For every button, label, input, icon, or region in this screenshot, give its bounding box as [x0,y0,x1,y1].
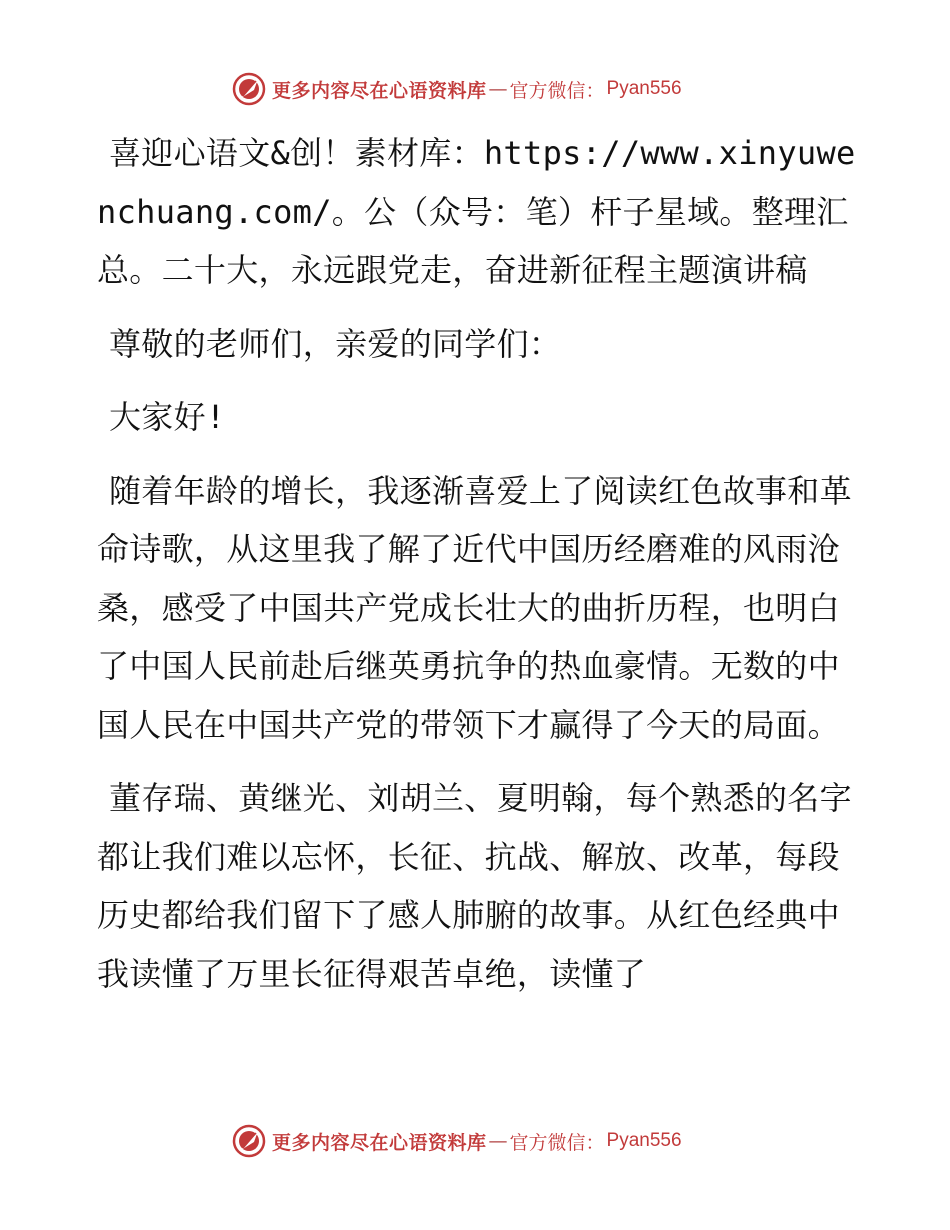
header-banner [232,70,682,108]
paragraph-salutation: 尊敬的老师们，亲爱的同学们： [109,324,562,363]
quill-logo-icon [232,72,266,106]
banner-wechat-label: 官方微信： [509,1131,605,1154]
banner-dash: — [488,78,508,100]
banner-text: 更多内容尽在心语资料库 [272,1131,487,1154]
footer-banner [232,1122,682,1160]
banner-wechat-id: Pyan556 [606,78,682,99]
banner-text: 更多内容尽在心语资料库 [272,79,487,102]
banner-dash: — [488,1130,508,1152]
paragraph-body-1: 随着年龄的增长，我逐渐喜爱上了阅读红色故事和革命诗歌，从这里我了解了近代中国历经磨难的风雨沧桑，感受了中国共产党成长壮大的曲折历程，也明白了中国人民前赴后继英勇抗争的热血豪情。无数的中国人民在中国共产党的带领下才赢得了今天的局面。 [97,471,852,744]
paragraph-greeting: 大家好! [109,398,226,436]
banner-wechat-label: 官方微信： [509,79,605,102]
paragraph-intro: 喜迎心语文&创！素材库：https://www.xinyuwenchuang.com/。公（众号：笔）杆子星域。整理汇总。二十大，永远跟党走，奋进新征程主题演讲稿 [97,134,856,289]
document-body [97,124,857,1018]
paragraph-body-2: 董存瑞、黄继光、刘胡兰、夏明翰，每个熟悉的名字都让我们难以忘怀，长征、抗战、解放、改革，每段历史都给我们留下了感人肺腑的故事。从红色经典中我读懂了万里长征得艰苦卓绝，读懂了 [97,779,852,993]
banner-wechat-id: Pyan556 [606,1130,682,1151]
quill-logo-icon [232,1124,266,1158]
